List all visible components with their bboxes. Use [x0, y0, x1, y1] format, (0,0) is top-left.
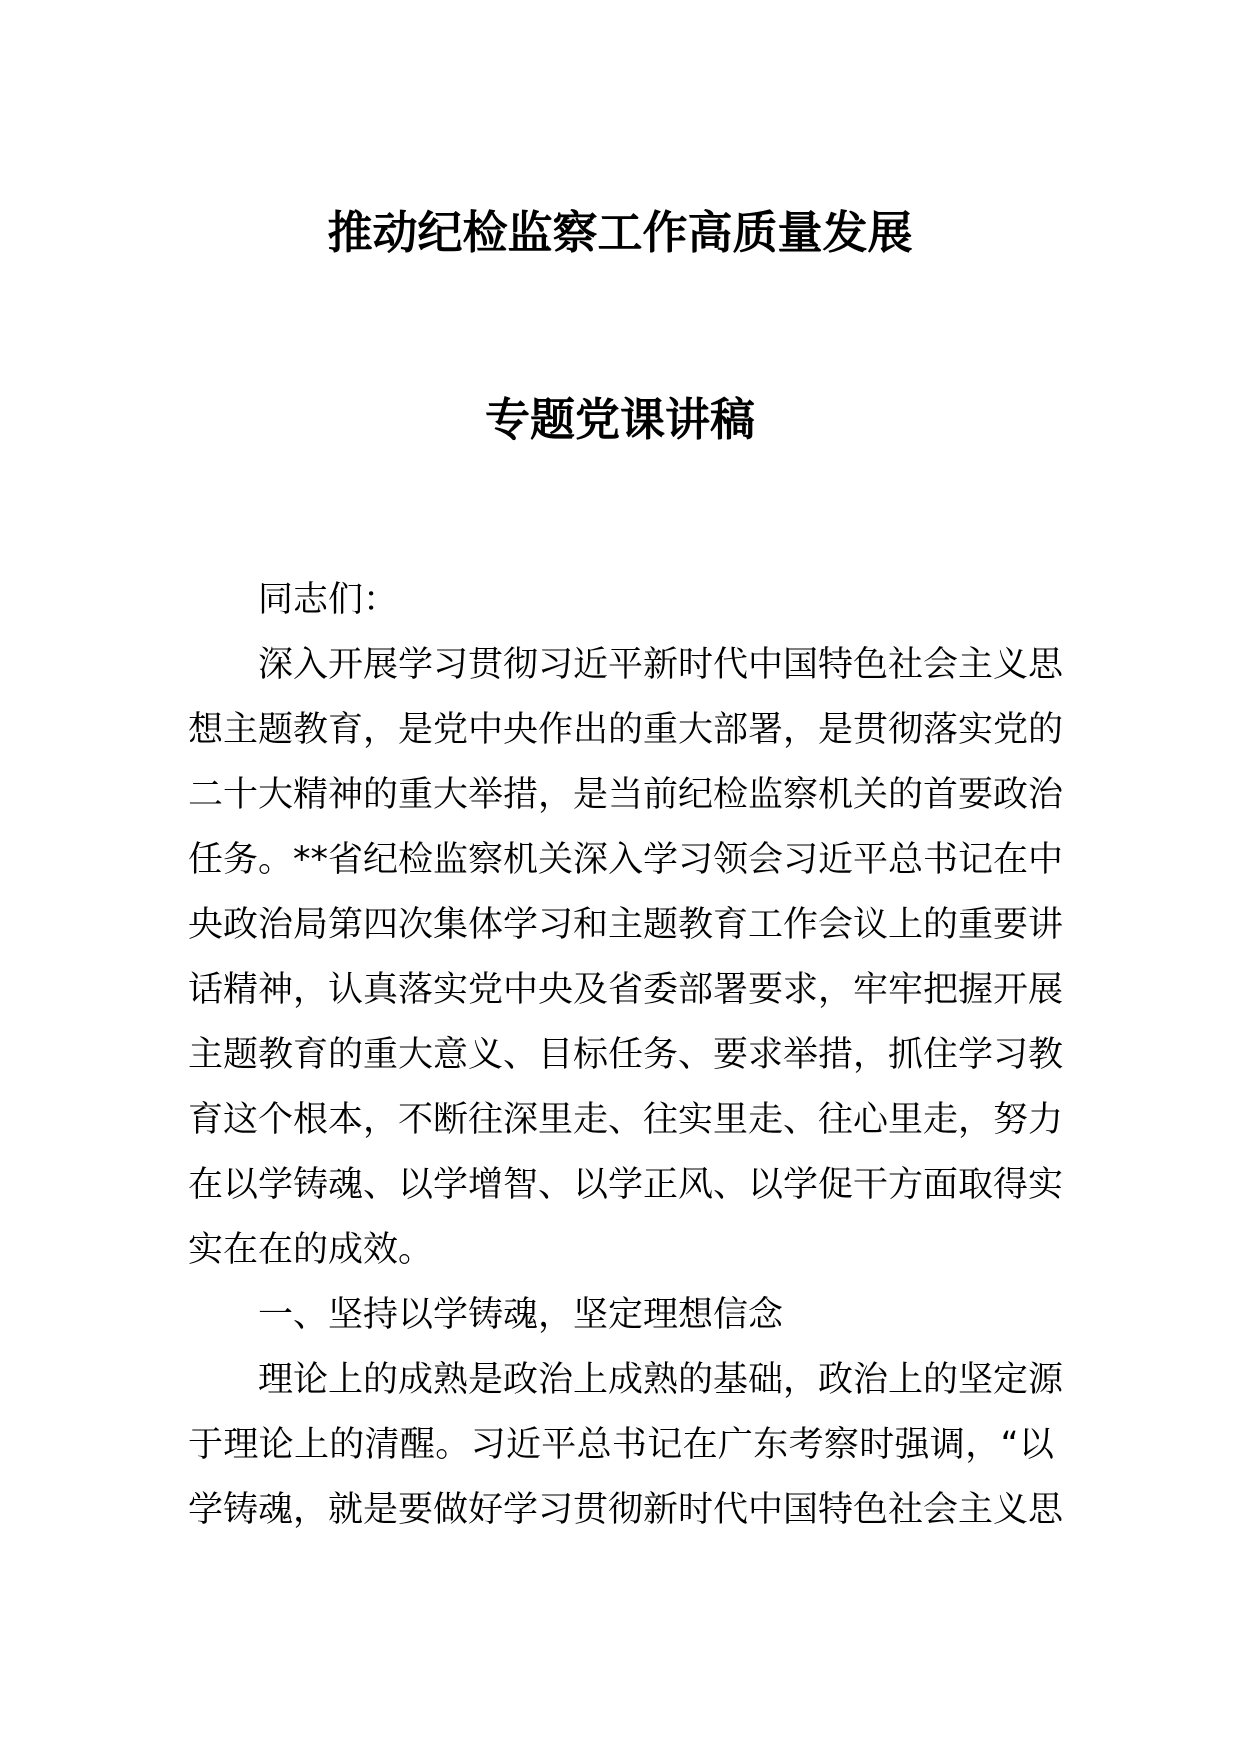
paragraph-line: 理论上的成熟是政治上成熟的基础，政治上的坚定源	[258, 1360, 1064, 1400]
paragraph-line: 想主题教育，是党中央作出的重大部署，是贯彻落实党的	[188, 710, 1064, 750]
document-subtitle: 专题党课讲稿	[484, 393, 755, 446]
paragraph-line: 于理论上的清醒。习近平总书记在广东考察时强调，“以	[188, 1425, 1054, 1465]
section-heading: 一、坚持以学铸魂，坚定理想信念	[258, 1295, 784, 1335]
paragraph-line: 任务。**省纪检监察机关深入学习领会习近平总书记在中	[188, 840, 1064, 880]
paragraph-line: 深入开展学习贯彻习近平新时代中国特色社会主义思	[258, 645, 1064, 685]
paragraph-line: 实在在的成效。	[188, 1230, 434, 1270]
paragraph-line: 在以学铸魂、以学增智、以学正风、以学促干方面取得实	[188, 1165, 1064, 1205]
paragraph-line: 学铸魂，就是要做好学习贯彻新时代中国特色社会主义思	[188, 1490, 1064, 1530]
document-body	[188, 568, 1064, 1543]
paragraph-line: 育这个根本，不断往深里走、往实里走、往心里走，努力	[188, 1100, 1064, 1140]
paragraph-line: 央政治局第四次集体学习和主题教育工作会议上的重要讲	[188, 905, 1064, 945]
document-title: 推动纪检监察工作高质量发展	[327, 206, 913, 259]
paragraph-line: 主题教育的重大意义、目标任务、要求举措，抓住学习教	[188, 1035, 1064, 1075]
paragraph-line: 二十大精神的重大举措，是当前纪检监察机关的首要政治	[188, 775, 1064, 815]
salutation: 同志们：	[258, 580, 399, 620]
paragraph-line: 话精神，认真落实党中央及省委部署要求，牢牢把握开展	[188, 970, 1064, 1010]
